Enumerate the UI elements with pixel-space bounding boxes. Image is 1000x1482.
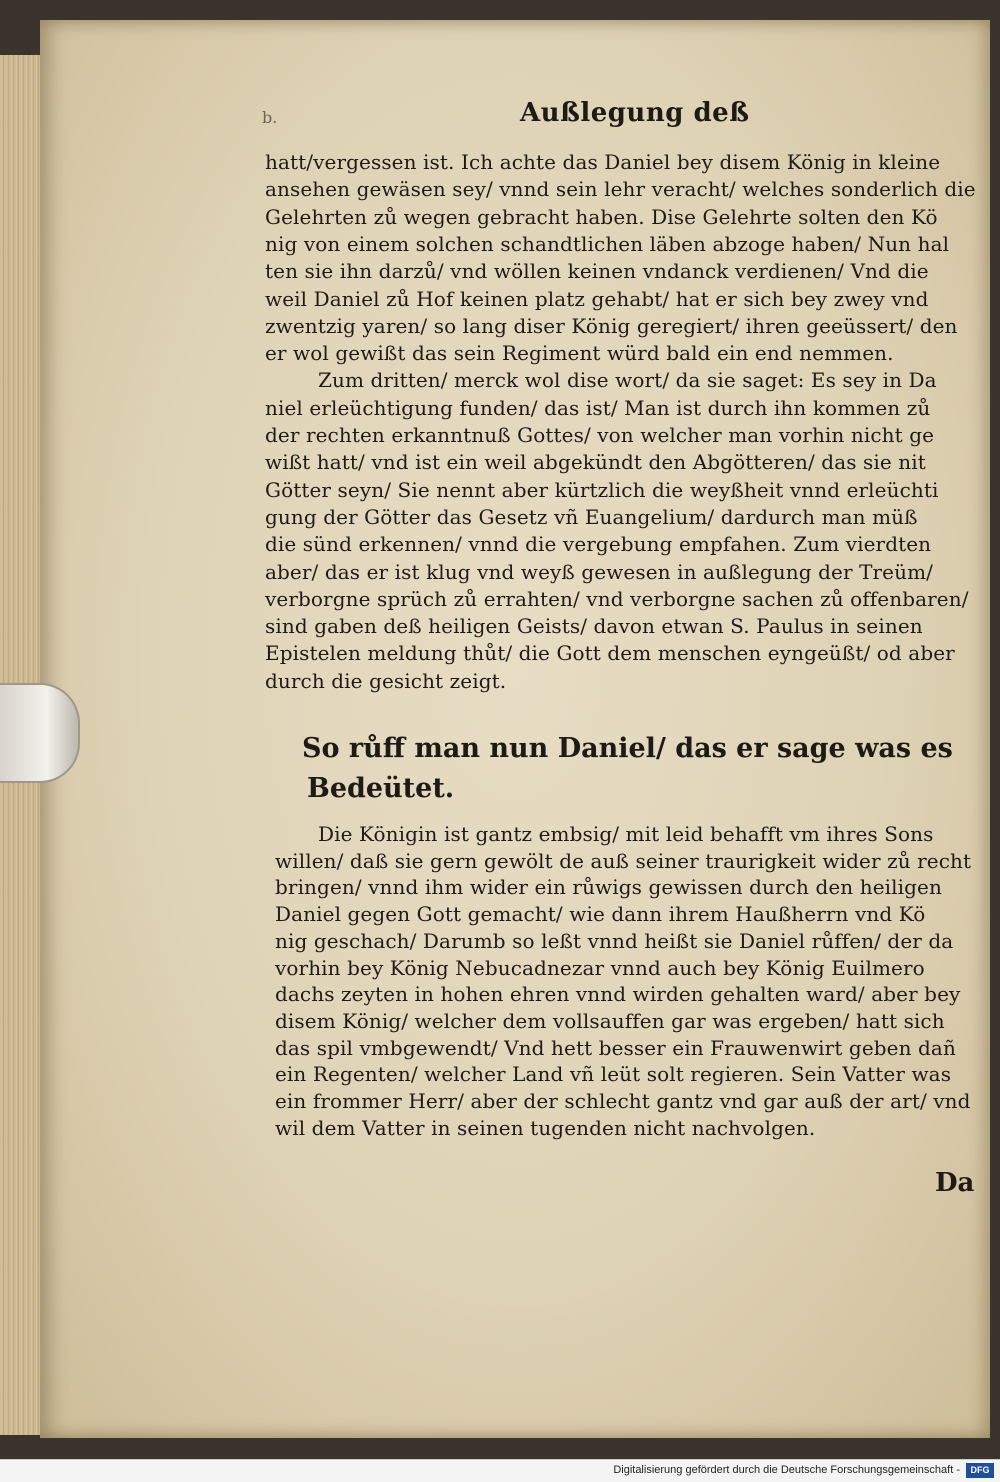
text-line: Götter seyn/ Sie nennt aber kürtzlich die weyßheit vnnd erleüchti: [265, 477, 939, 502]
text-line: Zum dritten/ merck wol dise wort/ da sie saget: Es sey in Da: [318, 368, 937, 393]
text-line: er wol gewißt das sein Regiment würd bald ein end nemmen.: [265, 341, 894, 366]
text-line: wil dem Vatter in seinen tugenden nicht nachvolgen.: [275, 1115, 816, 1140]
text-line: vorhin bey König Nebucadnezar vnnd auch bey König Euilmero: [275, 955, 925, 980]
text-line: ein frommer Herr/ aber der schlecht gantz vnd gar auß der art/ vnd: [275, 1089, 971, 1113]
text-line: sind gaben deß heiligen Geists/ davon etwan S. Paulus in seinen: [265, 614, 923, 639]
text-line: nig von einem solchen schandtlichen läben abzoge haben/ Nun hal: [265, 231, 950, 256]
text-line: hatt/vergessen ist. Ich achte das Daniel bey disem König in kleine: [265, 150, 941, 174]
text-line: die sünd erkennen/ vnnd die vergebung empfahen. Zum vierdten: [265, 532, 932, 557]
text-line: durch die gesicht zeigt.: [265, 668, 507, 693]
catchword: Da: [935, 1168, 975, 1198]
footer-text: Digitalisierung gefördert durch die Deutsche Forschungsgemeinschaft -: [613, 1464, 960, 1476]
text-line: ten sie ihn darzů/ vnd wöllen keinen vndanck verdienen/ Vnd die: [265, 259, 929, 284]
text-line: wißt hatt/ vnd ist ein weil abgekündt den Abgötteren/ das sie nit: [265, 450, 926, 475]
dfg-logo: DFG: [966, 1463, 994, 1478]
digitization-footer: [0, 1459, 1000, 1482]
section-heading-line-1: So růff man nun Daniel/ das er sage was es: [302, 733, 953, 764]
text-line: willen/ daß sie gern gewölt de auß seiner traurigkeit wider zů recht: [275, 848, 972, 873]
running-title: Außlegung deß: [520, 98, 750, 128]
page-clip: [0, 683, 80, 783]
text-line: dachs zeyten in hohen ehren vnnd wirden gehalten ward/ aber bey: [275, 982, 961, 1007]
text-line: das spil vmbgewendt/ Vnd hett besser ein Frauwenwirt geben dañ: [275, 1035, 956, 1060]
text-line: Epistelen meldung thůt/ die Gott dem menschen eyngeüßt/ od aber: [265, 641, 955, 666]
text-line: zwentzig yaren/ so lang diser König geregiert/ ihren geeüssert/ den: [265, 313, 958, 338]
text-line: verborgne sprüch zů errahten/ vnd verborgne sachen zů offenbaren/: [265, 586, 969, 611]
text-line: der rechten erkanntnuß Gottes/ von welcher man vorhin nicht ge: [265, 423, 935, 447]
section-heading-line-2: Bedeütet.: [307, 773, 455, 804]
text-line: Daniel gegen Gott gemacht/ wie dann ihrem Haußherrn vnd Kö: [275, 902, 926, 927]
text-line: disem König/ welcher dem vollsauffen gar was ergeben/ hatt sich: [275, 1008, 945, 1033]
page-smudge: b.: [262, 108, 278, 127]
text-line: aber/ das er ist klug vnd weyß gewesen in außlegung der Treüm/: [265, 559, 934, 584]
text-line: bringen/ vnnd ihm wider ein růwigs gewissen durch den heiligen: [275, 875, 942, 900]
text-line: gung der Götter das Gesetz vñ Euangelium/ dardurch man müß: [265, 504, 918, 529]
text-line: Gelehrten zů wegen gebracht haben. Dise Gelehrte solten den Kö: [265, 204, 938, 229]
text-line: niel erleüchtigung funden/ das ist/ Man ist durch ihn kommen zů: [265, 395, 931, 420]
text-line: ein Regenten/ welcher Land vñ leüt solt regieren. Sein Vatter was: [275, 1062, 952, 1087]
text-line: weil Daniel zů Hof keinen platz gehabt/ hat er sich bey zwey vnd: [265, 286, 929, 311]
text-line: ansehen gewäsen sey/ vnnd sein lehr veracht/ welches sonderlich die: [265, 177, 976, 202]
text-line: nig geschach/ Darumb so leßt vnnd heißt sie Daniel růffen/ der da: [275, 928, 954, 953]
text-line: Die Königin ist gantz embsig/ mit leid behafft vm ihres Sons: [318, 822, 934, 846]
